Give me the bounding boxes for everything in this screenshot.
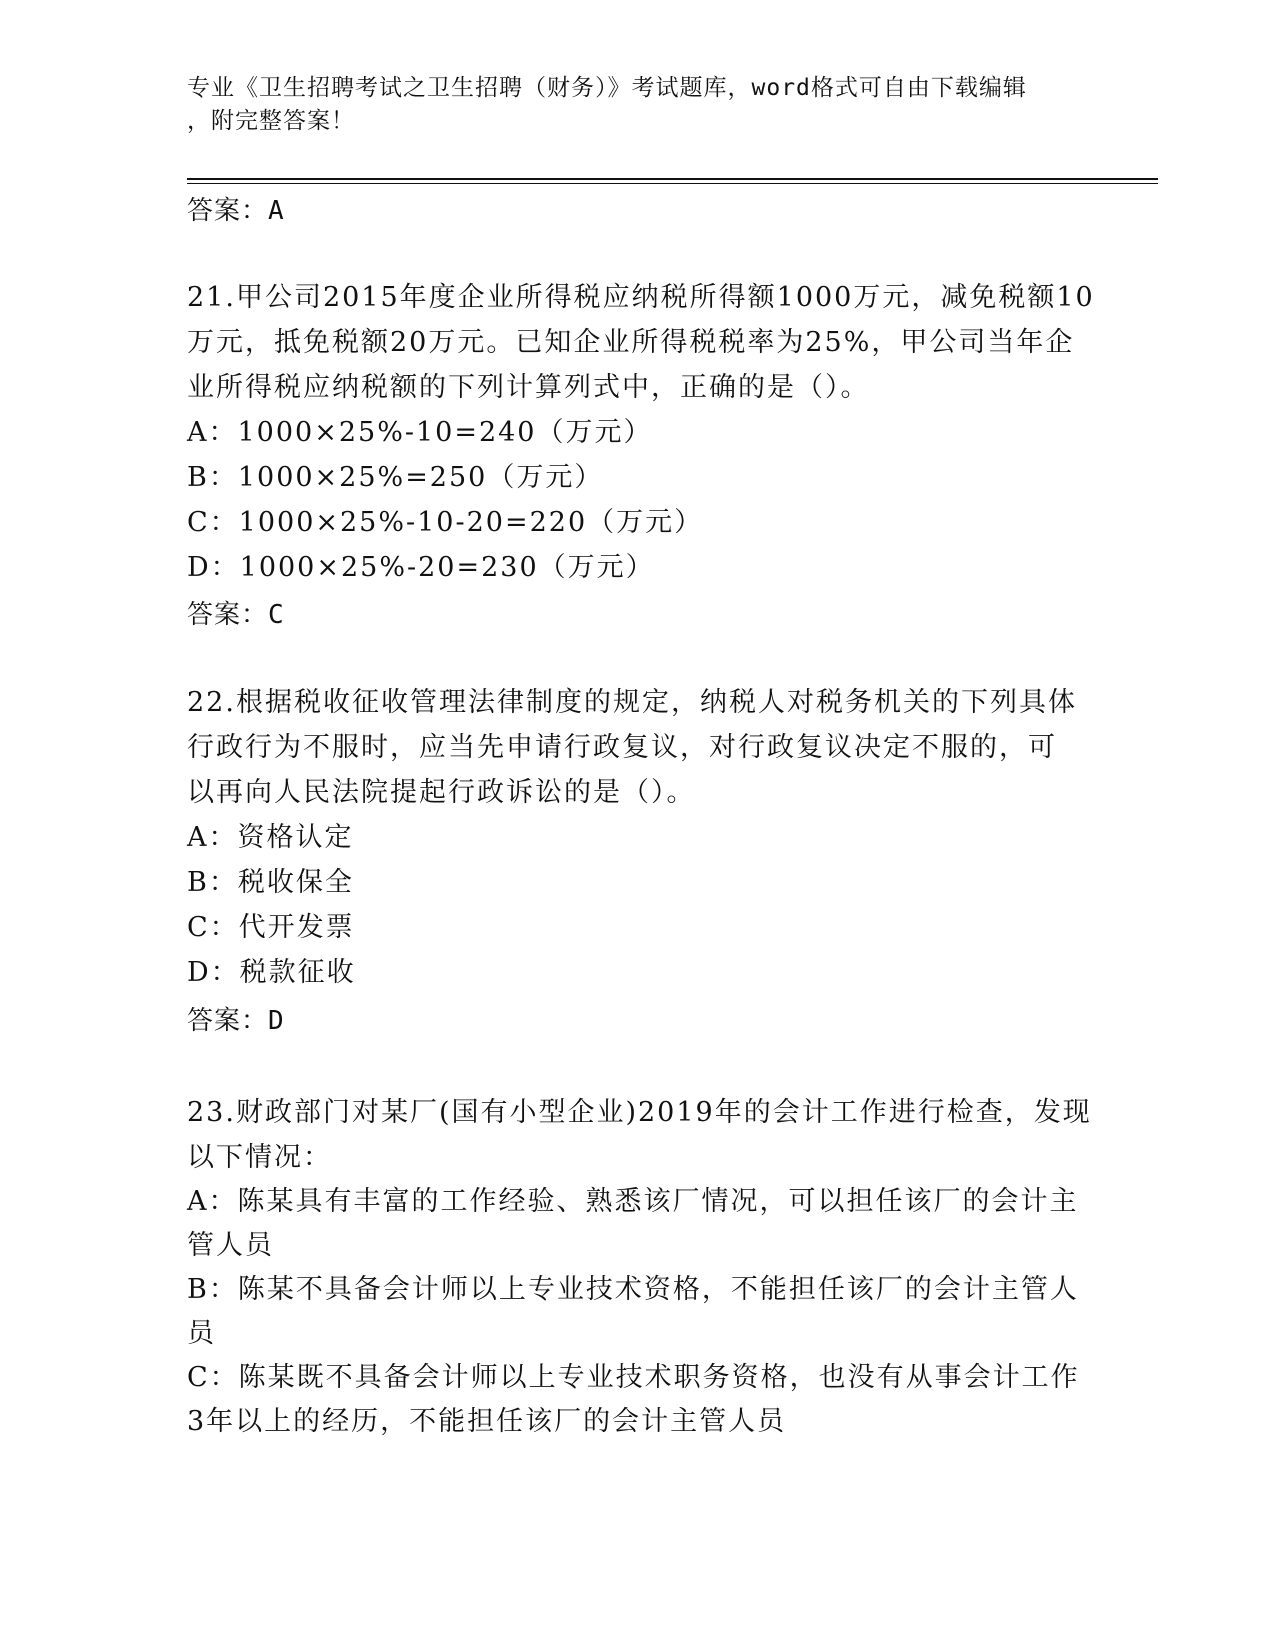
- option-b: B：税收保全: [187, 867, 354, 898]
- option-a-continuation: 管人员: [187, 1230, 274, 1261]
- option-d: D：1000×25%-20=230（万元）: [187, 552, 655, 583]
- header-line-1: 专业《卫生招聘考试之卫生招聘（财务）》考试题库，word格式可自由下载编辑: [187, 75, 1027, 101]
- option-c: C：代开发票: [187, 912, 355, 943]
- option-c: C：1000×25%-10-20=220（万元）: [187, 507, 704, 538]
- question-text-line: 万元，抵免税额20万元。已知企业所得税税率为25%，甲公司当年企: [187, 327, 1075, 358]
- question-text-line: 业所得税应纳税额的下列计算列式中，正确的是（）。: [187, 372, 870, 403]
- option-c-continuation: 3年以上的经历，不能担任该厂的会计主管人员: [187, 1406, 787, 1437]
- question-text-line: 22.根据税收征收管理法律制度的规定，纳税人对税务机关的下列具体: [187, 687, 1077, 718]
- document-header: [187, 72, 1067, 138]
- question-text-line: 21.甲公司2015年度企业所得税应纳税所得额1000万元，减免税额10: [187, 282, 1095, 313]
- option-a: A：陈某具有丰富的工作经验、熟悉该厂情况，可以担任该厂的会计主: [187, 1186, 1079, 1217]
- question-text-line: 以再向人民法院提起行政诉讼的是（）。: [187, 777, 696, 808]
- question-22: [187, 680, 1087, 995]
- option-b-continuation: 员: [187, 1318, 216, 1349]
- header-divider-thin: [187, 183, 1158, 184]
- option-a: A：资格认定: [187, 822, 354, 853]
- question-21: [187, 275, 1095, 590]
- answer-label: 答案：A: [187, 196, 285, 226]
- option-a: A：1000×25%-10=240（万元）: [187, 417, 653, 448]
- answer-label: 答案：C: [187, 600, 285, 630]
- question-text-line: 以下情况：: [187, 1142, 332, 1173]
- header-line-2: ，附完整答案！: [187, 108, 355, 134]
- answer-label: 答案：D: [187, 1006, 285, 1036]
- header-divider-thick: [187, 178, 1158, 180]
- question-text-line: 行政行为不服时，应当先申请行政复议，对行政复议决定不服的，可: [187, 732, 1057, 763]
- question-text-line: 23.财政部门对某厂(国有小型企业)2019年的会计工作进行检查，发现: [187, 1097, 1092, 1128]
- option-d: D：税款征收: [187, 957, 356, 988]
- option-b: B：1000×25%=250（万元）: [187, 462, 604, 493]
- option-c: C：陈某既不具备会计师以上专业技术职务资格，也没有从事会计工作: [187, 1362, 1080, 1393]
- option-b: B：陈某不具备会计师以上专业技术资格，不能担任该厂的会计主管人: [187, 1274, 1079, 1305]
- question-23: [187, 1090, 1092, 1444]
